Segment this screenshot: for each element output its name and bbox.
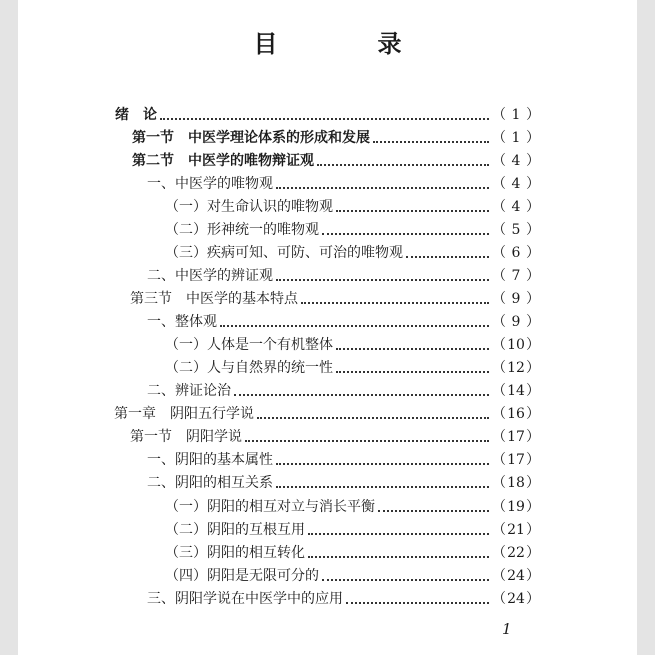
dot-leader	[301, 302, 489, 304]
dot-leader	[308, 556, 489, 558]
page-number: 1	[502, 620, 512, 638]
toc-entry-page: （ 12 ）	[492, 357, 540, 379]
dot-leader	[336, 210, 489, 212]
dot-leader	[257, 417, 489, 419]
toc-entry	[132, 127, 540, 149]
toc-entry-label: 绪 论	[115, 107, 157, 123]
toc-entry	[165, 357, 540, 379]
dot-leader	[234, 394, 489, 396]
toc-entry-page: （ 14 ）	[492, 380, 540, 402]
toc-entry-page: （ 4 ）	[492, 196, 540, 218]
toc-entry	[130, 426, 540, 448]
toc-entry-page-number: 19	[507, 499, 525, 515]
toc-entry	[147, 449, 540, 471]
toc-entry-label: 第一节 阴阳学说	[130, 429, 242, 445]
toc-entry-page: （ 24 ）	[492, 565, 540, 587]
toc-entry	[165, 334, 540, 356]
toc-entry	[165, 242, 540, 264]
toc-entry-page: （ 5 ）	[492, 219, 540, 241]
toc-entry-page-number: 4	[511, 199, 521, 215]
toc-entry	[165, 542, 540, 564]
dot-leader	[322, 233, 489, 235]
toc-entry-page: （ 17 ）	[492, 426, 540, 448]
toc-entry-page: （ 18 ）	[492, 472, 540, 494]
toc-entry-label: 第二节 中医学的唯物辩证观	[132, 153, 314, 169]
dot-leader	[276, 279, 489, 281]
dot-leader	[346, 602, 489, 604]
toc-entry	[147, 472, 540, 494]
dot-leader	[160, 118, 489, 120]
toc-entry-page-number: 18	[507, 475, 525, 491]
toc-entry-page-number: 7	[511, 268, 521, 284]
toc-entry-page-number: 1	[511, 130, 521, 146]
toc-entry-page-number: 5	[511, 222, 521, 238]
dot-leader	[308, 533, 489, 535]
toc-entry-label: 二、中医学的辨证观	[147, 268, 273, 284]
toc-entry-page: （ 9 ）	[492, 311, 540, 333]
dot-leader	[317, 164, 489, 166]
toc-entry-page-number: 17	[507, 452, 525, 468]
toc-entry-page: （ 4 ）	[492, 173, 540, 195]
toc-entry-label: （二）人与自然界的统一性	[165, 360, 333, 376]
dot-leader	[336, 348, 489, 350]
toc-entry-page-number: 21	[507, 522, 525, 538]
dot-leader	[373, 141, 489, 143]
toc-entry-page: （ 7 ）	[492, 265, 540, 287]
dot-leader	[406, 256, 489, 258]
toc-entry	[132, 150, 540, 172]
dot-leader	[322, 579, 489, 581]
toc-entry	[165, 196, 540, 218]
toc-entry-page: （ 17 ）	[492, 449, 540, 471]
toc-entry-label: （四）阴阳是无限可分的	[165, 568, 319, 584]
toc-entry	[147, 380, 540, 402]
toc-entry	[130, 288, 540, 310]
dot-leader	[276, 486, 489, 488]
toc-entry	[165, 565, 540, 587]
toc-entry-page-number: 9	[511, 314, 521, 330]
toc-entry	[147, 265, 540, 287]
toc-entry-page: （ 6 ）	[492, 242, 540, 264]
toc-entry	[147, 588, 540, 610]
page-title: 目 录	[253, 29, 440, 58]
toc-entry-label: （二）形神统一的唯物观	[165, 222, 319, 238]
toc-entry-label: （一）人体是一个有机整体	[165, 337, 333, 353]
toc-entry-page-number: 10	[507, 337, 525, 353]
toc-entry-label: 三、阴阳学说在中医学中的应用	[147, 591, 343, 607]
toc-entry-page-number: 12	[507, 360, 525, 376]
toc-entry-page: （ 22 ）	[492, 542, 540, 564]
dot-leader	[336, 371, 489, 373]
toc-entry-label: （二）阴阳的互根互用	[165, 522, 305, 538]
toc-entry-page-number: 6	[511, 245, 521, 261]
toc-entry-page-number: 9	[511, 291, 521, 307]
toc-entry-label: 一、整体观	[147, 314, 217, 330]
dot-leader	[220, 325, 489, 327]
toc-entry-page-number: 1	[511, 107, 521, 123]
dot-leader	[276, 187, 489, 189]
toc-entry-page: （ 9 ）	[492, 288, 540, 310]
toc-entry-label: 二、辨证论治	[147, 383, 231, 399]
toc-entry-label: 二、阴阳的相互关系	[147, 475, 273, 491]
toc-entry-label: 第一章 阴阳五行学说	[114, 406, 254, 422]
toc-entry-page: （ 1 ）	[492, 104, 540, 126]
dot-leader	[378, 510, 489, 512]
toc-entry-page-number: 22	[507, 545, 525, 561]
toc-entry-page-number: 4	[511, 176, 521, 192]
toc-entry-page: （ 24 ）	[492, 588, 540, 610]
dot-leader	[276, 463, 489, 465]
toc-entry-label: （一）对生命认识的唯物观	[165, 199, 333, 215]
toc-entry-label: （三）阴阳的相互转化	[165, 545, 305, 561]
toc-entry-label: （三）疾病可知、可防、可治的唯物观	[165, 245, 403, 261]
toc-entry-page-number: 17	[507, 429, 525, 445]
toc-entry	[165, 219, 540, 241]
toc-entry-label: 第一节 中医学理论体系的形成和发展	[132, 130, 370, 146]
toc-entry	[165, 496, 540, 518]
toc-entry-page-number: 24	[507, 591, 525, 607]
toc-entry	[165, 519, 540, 541]
toc-entry	[115, 104, 540, 126]
toc-entry-label: 一、阴阳的基本属性	[147, 452, 273, 468]
toc-entry-page: （ 21 ）	[492, 519, 540, 541]
toc-entry-label: 一、中医学的唯物观	[147, 176, 273, 192]
toc-entry-page-number: 16	[507, 406, 525, 422]
toc-entry	[114, 403, 540, 425]
toc-entry-label: 第三节 中医学的基本特点	[130, 291, 298, 307]
toc-entry-page: （ 4 ）	[492, 150, 540, 172]
dot-leader	[245, 440, 489, 442]
toc-entry	[147, 173, 540, 195]
toc-entry-label: （一）阴阳的相互对立与消长平衡	[165, 499, 375, 515]
toc-entry-page: （ 1 ）	[492, 127, 540, 149]
toc-entry-page: （ 16 ）	[492, 403, 540, 425]
toc-entry-page: （ 19 ）	[492, 496, 540, 518]
toc-entry-page-number: 24	[507, 568, 525, 584]
toc-entry	[147, 311, 540, 333]
toc-entry-page-number: 4	[511, 153, 521, 169]
toc-entry-page-number: 14	[507, 383, 525, 399]
toc-entry-page: （ 10 ）	[492, 334, 540, 356]
